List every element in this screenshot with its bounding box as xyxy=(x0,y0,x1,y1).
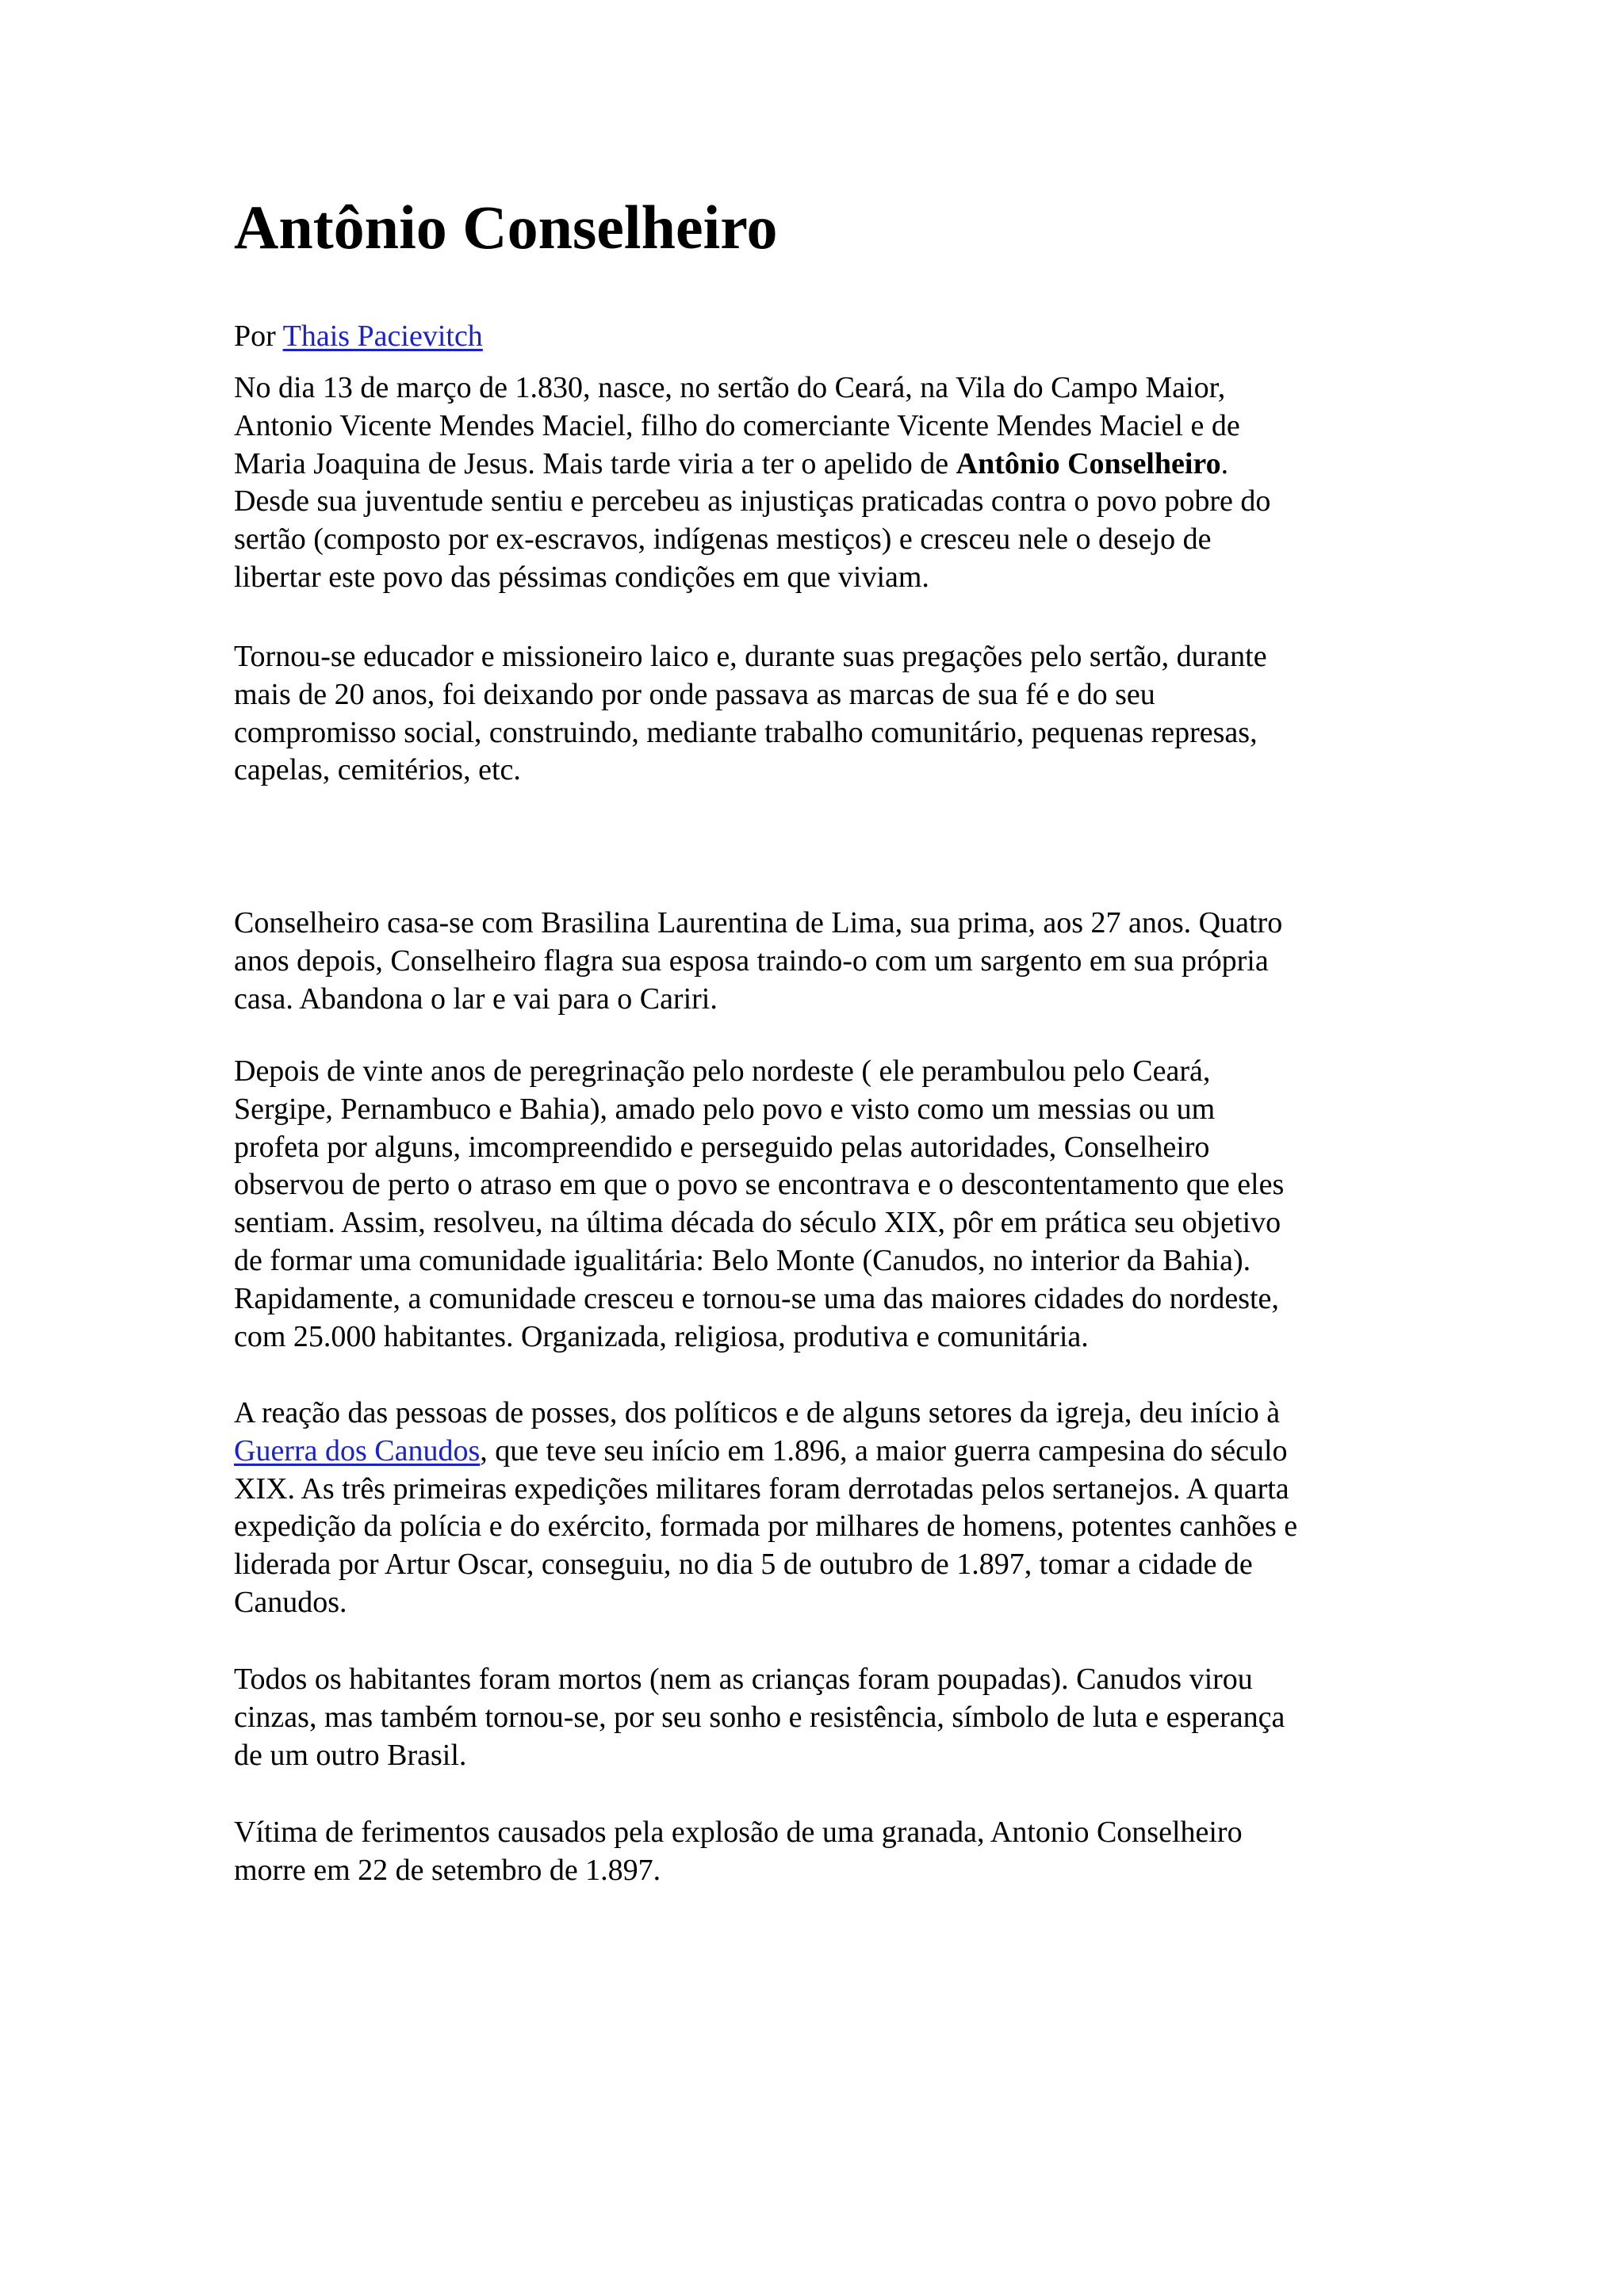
text-line: mais de 20 anos, foi deixando por onde passava as marcas de sua fé e do seu xyxy=(234,677,1155,711)
paragraph-pilgrimage xyxy=(234,1053,1408,1356)
text-line: observou de perto o atraso em que o povo se encontrava e o descontentamento que eles xyxy=(234,1168,1285,1202)
text-line: morre em 22 de setembro de 1.897. xyxy=(234,1853,661,1887)
text-line: Depois de vinte anos de peregrinação pelo nordeste ( ele perambulou pelo Ceará, xyxy=(234,1054,1211,1088)
text-line: capelas, cemitérios, etc. xyxy=(234,753,521,787)
text-line: de formar uma comunidade igualitária: Belo Monte (Canudos, no interior da Bahia). xyxy=(234,1243,1251,1277)
text-line: com 25.000 habitantes. Organizada, religiosa, produtiva e comunitária. xyxy=(234,1319,1089,1353)
text-line: A reação das pessoas de posses, dos políticos e de alguns setores da igreja, deu início à xyxy=(234,1396,1281,1429)
text-line: Vítima de ferimentos causados pela explosão de uma granada, Antonio Conselheiro xyxy=(234,1816,1243,1849)
paragraph-death xyxy=(234,1814,1408,1890)
text-line: de um outro Brasil. xyxy=(234,1738,467,1772)
text-line: Antonio Vicente Mendes Maciel, filho do comerciante Vicente Mendes Maciel e de xyxy=(234,408,1240,442)
author-link[interactable]: Thais Pacievitch xyxy=(282,320,483,353)
text-line xyxy=(234,446,1408,484)
text-line: anos depois, Conselheiro flagra sua esposa traindo-o com um sargento em sua própria xyxy=(234,943,1269,978)
text-line: liderada por Artur Oscar, conseguiu, no dia 5 de outubro de 1.897, tomar a cidade de xyxy=(234,1548,1253,1582)
paragraph-marriage xyxy=(234,905,1408,1018)
text-line: XIX. As três primeiras expedições militares foram derrotadas pelos sertanejos. A quarta xyxy=(234,1471,1289,1506)
text-line: compromisso social, construindo, mediante trabalho comunitário, pequenas represas, xyxy=(234,715,1258,749)
guerra-dos-canudos-link[interactable]: Guerra dos Canudos xyxy=(234,1433,481,1468)
text-line: Rapidamente, a comunidade cresceu e tornou-se uma das maiores cidades do nordeste, xyxy=(234,1281,1279,1315)
bold-name: Antônio Conselheiro xyxy=(956,446,1221,480)
text-line xyxy=(234,1433,1408,1471)
text-line: expedição da polícia e do exército, formada por milhares de homens, potentes canhões e xyxy=(234,1510,1298,1544)
text-line: profeta por alguns, imcompreendido e perseguido pelas autoridades, Conselheiro xyxy=(234,1130,1210,1164)
text-line: Canudos. xyxy=(234,1585,347,1619)
text-line: No dia 13 de março de 1.830, nasce, no sertão do Ceará, na Vila do Campo Maior, xyxy=(234,371,1226,404)
text-line: Desde sua juventude sentiu e percebeu as injustiças praticadas contra o povo pobre do xyxy=(234,484,1271,519)
text-line: sertão (composto por ex-escravos, indígenas mestiços) e cresceu nele o desejo de xyxy=(234,522,1212,557)
text-line: Tornou-se educador e missioneiro laico e, durante suas pregações pelo sertão, durante xyxy=(234,640,1267,673)
text-line: cinzas, mas também tornou-se, por seu sonho e resistência, símbolo de luta e esperança xyxy=(234,1700,1285,1734)
paragraph-birth xyxy=(234,369,1408,597)
paragraph-aftermath xyxy=(234,1661,1408,1774)
text-line: sentiam. Assim, resolveu, na última década do século XIX, pôr em prática seu objetivo xyxy=(234,1206,1281,1240)
text-run: , que teve seu início em 1.896, a maior guerra campesina do século xyxy=(480,1433,1288,1468)
text-line: Todos os habitantes foram mortos (nem as crianças foram poupadas). Canudos virou xyxy=(234,1663,1253,1696)
text-run: . xyxy=(1220,446,1229,480)
page-title: Antônio Conselheiro xyxy=(234,193,778,262)
text-run: Maria Joaquina de Jesus. Mais tarde viria a ter o apelido de xyxy=(234,446,956,480)
text-line: Conselheiro casa-se com Brasilina Laurentina de Lima, sua prima, aos 27 anos. Quatro xyxy=(234,906,1283,939)
paragraph-missionary xyxy=(234,638,1408,790)
text-line: libertar este povo das péssimas condições em que viviam. xyxy=(234,560,929,594)
byline-prefix: Por xyxy=(234,320,283,353)
text-line: Sergipe, Pernambuco e Bahia), amado pelo povo e visto como um messias ou um xyxy=(234,1092,1216,1126)
byline xyxy=(234,319,483,355)
text-line: casa. Abandona o lar e vai para o Cariri. xyxy=(234,982,718,1016)
paragraph-war xyxy=(234,1395,1408,1622)
